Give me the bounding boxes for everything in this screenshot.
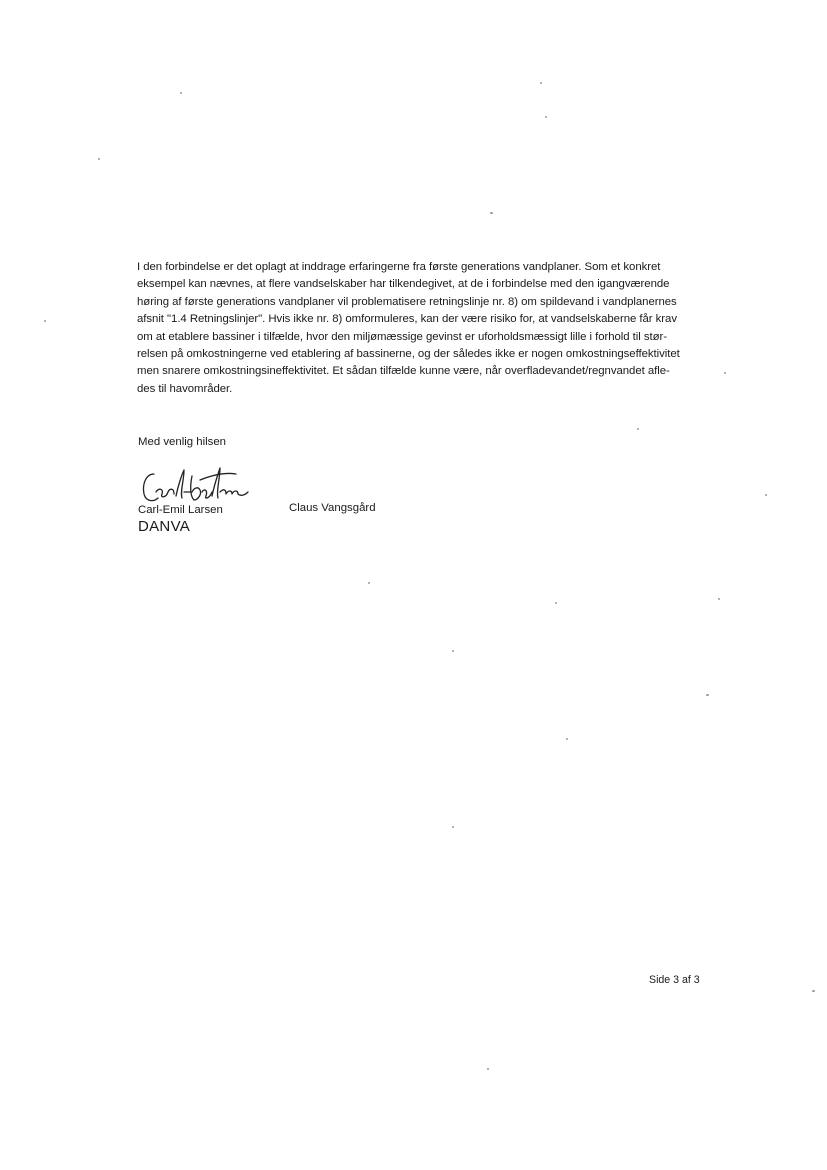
paragraph-line: I den forbindelse er det oplagt at inddrage erfaringerne fra første generations vandplaner. Som et konkret xyxy=(137,261,661,273)
signer-name: Carl-Emil Larsen xyxy=(138,504,223,516)
organization-name: DANVA xyxy=(138,518,191,535)
handwritten-signature xyxy=(140,462,250,506)
scan-speck xyxy=(540,82,542,84)
paragraph-line: om at etablere bassiner i tilfælde, hvor den miljømæssige gevinst er uforholdsmæssigt lille i forhold til stør- xyxy=(137,330,668,343)
scan-speck xyxy=(368,582,370,584)
scan-speck xyxy=(637,428,639,430)
second-signer-name: Claus Vangsgård xyxy=(289,502,376,514)
scan-speck xyxy=(490,212,493,214)
scan-speck xyxy=(724,372,726,374)
paragraph-line: eksempel kan nævnes, at flere vandselskaber har tilkendegivet, at de i forbindelse med den igangværende xyxy=(137,278,670,291)
paragraph-line: men snarere omkostningsineffektivitet. Et sådan tilfælde kunne være, når overfladevandet/regnvandet afle- xyxy=(137,365,670,378)
page-number: Side 3 af 3 xyxy=(649,974,700,986)
scan-speck xyxy=(487,1068,489,1070)
paragraph-line: afsnit "1.4 Retningslinjer". Hvis ikke nr. 8) omformuleres, kan der være risiko for, at vandselskaberne får krav xyxy=(137,313,677,326)
closing-salutation: Med venlig hilsen xyxy=(138,436,227,448)
scan-speck xyxy=(452,650,454,652)
scan-speck xyxy=(44,320,46,322)
scan-speck xyxy=(812,990,815,992)
scan-speck xyxy=(180,92,182,94)
scan-speck xyxy=(452,826,454,828)
body-paragraph xyxy=(137,259,707,398)
paragraph-line: relsen på omkostningerne ved etablering af bassinerne, og der således ikke er nogen omkostningseffektivitet xyxy=(137,347,680,360)
paragraph-line: høring af første generations vandplaner vil problematisere retningslinje nr. 8) om spildevand i vandplanernes xyxy=(137,295,677,308)
scan-speck xyxy=(98,158,100,160)
scan-speck xyxy=(765,494,767,496)
paragraph-line: des til havområder. xyxy=(137,382,233,395)
scan-speck xyxy=(555,602,557,604)
scan-speck xyxy=(718,598,720,600)
scan-speck xyxy=(706,694,709,696)
scan-speck xyxy=(545,116,547,118)
scan-speck xyxy=(566,738,568,740)
